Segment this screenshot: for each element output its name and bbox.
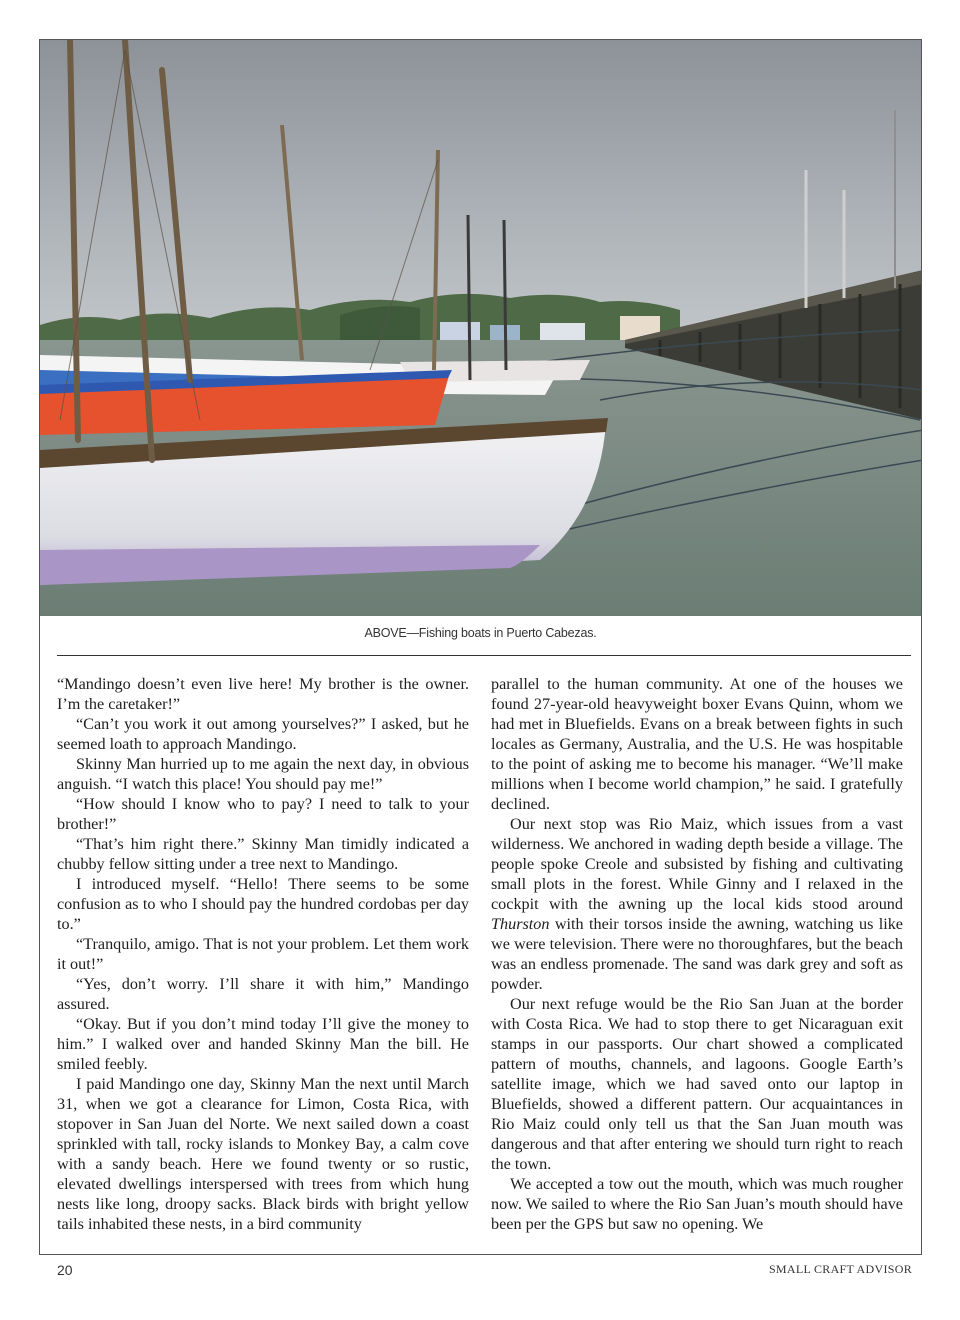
paragraph: “Mandingo doesn’t even live here! My brother is the owner. I’m the caretaker!”: [57, 675, 469, 713]
paragraph: I introduced myself. “Hello! There seems to be some confusion as to who I should pay the hundred cordobas per day to.”: [57, 875, 469, 933]
paragraph: “Okay. But if you don’t mind today I’ll give the money to him.” I walked over and handed Skinny Man the bill. He smiled feebly.: [57, 1015, 469, 1073]
paragraph: “Can’t you work it out among yourselves?” I asked, but he seemed loath to approach Mandingo.: [57, 715, 469, 753]
caption-divider: [57, 655, 911, 656]
harbor-photo: [39, 39, 922, 616]
paragraph: I paid Mandingo one day, Skinny Man the next until March 31, when we got a clearance for Limon, Costa Rica, with stopover in San Juan del Norte. We next sailed down a coast sprinkled with tall, rocky islands to Monkey Bay, a calm cove with a sandy beach. Here we found twenty or so rustic, elevated dwellings interspersed with trees from which hung nests like long, droopy sacks. Black birds with bright yellow tails inhabited these nests, in a bird community: [57, 1075, 469, 1233]
article-column-left: [57, 674, 469, 1234]
paragraph: “Yes, don’t worry. I’ll share it with him,” Mandingo assured.: [57, 975, 469, 1013]
boat-name: Thurston: [491, 915, 550, 933]
paragraph: We accepted a tow out the mouth, which was much rougher now. We sailed to where the Rio San Juan’s mouth should have been per the GPS but saw no opening. We: [491, 1175, 903, 1233]
article-column-right: [491, 674, 903, 1234]
paragraph: “How should I know who to pay? I need to talk to your brother!”: [57, 795, 469, 833]
paragraph: “That’s him right there.” Skinny Man timidly indicated a chubby fellow sitting under a tree next to Mandingo.: [57, 835, 469, 873]
paragraph: Skinny Man hurried up to me again the next day, in obvious anguish. “I watch this place! You should pay me!”: [57, 755, 469, 793]
page-number: 20: [57, 1262, 73, 1278]
paragraph: [491, 814, 903, 994]
paragraph: Our next refuge would be the Rio San Juan at the border with Costa Rica. We had to stop there to get Nicaraguan exit stamps in our passports. Our chart showed a complicated pattern of mouths, channels, and lagoons. Google Earth’s satellite image, which we had saved onto our laptop in Bluefields, showed a different pattern. Our acquaintances in Rio Maiz could only tell us that the San Juan mouth was dangerous and that after entering we should turn right to reach the town.: [491, 995, 903, 1173]
paragraph-text: with their torsos inside the awning, watching us like we were television. There were no thoroughfares, but the beach was an endless promenade. The sand was dark grey and soft as powder.: [491, 915, 903, 993]
magazine-name: SMALL CRAFT ADVISOR: [768, 1262, 912, 1276]
paragraph: “Tranquilo, amigo. That is not your problem. Let them work it out!”: [57, 935, 469, 973]
paragraph-text: Our next stop was Rio Maiz, which issues from a vast wilderness. We anchored in wading depth beside a village. The people spoke Creole and subsisted by fishing and cultivating small plots in the forest. While Ginny and I relaxed in the cockpit with the awning up the local kids stood around: [491, 815, 903, 913]
photo-caption: ABOVE—Fishing boats in Puerto Cabezas.: [364, 626, 597, 640]
paragraph: parallel to the human community. At one of the houses we found 27-year-old heavyweight boxer Evans Quinn, whom we had met in Bluefields. Evans on a break between fights in such locales as Germany, Australia, and the U.S. He was hospitable to the point of asking me to become his manager. “We’ll make millions when I become world champion,” he said. I gratefully declined.: [491, 675, 903, 813]
